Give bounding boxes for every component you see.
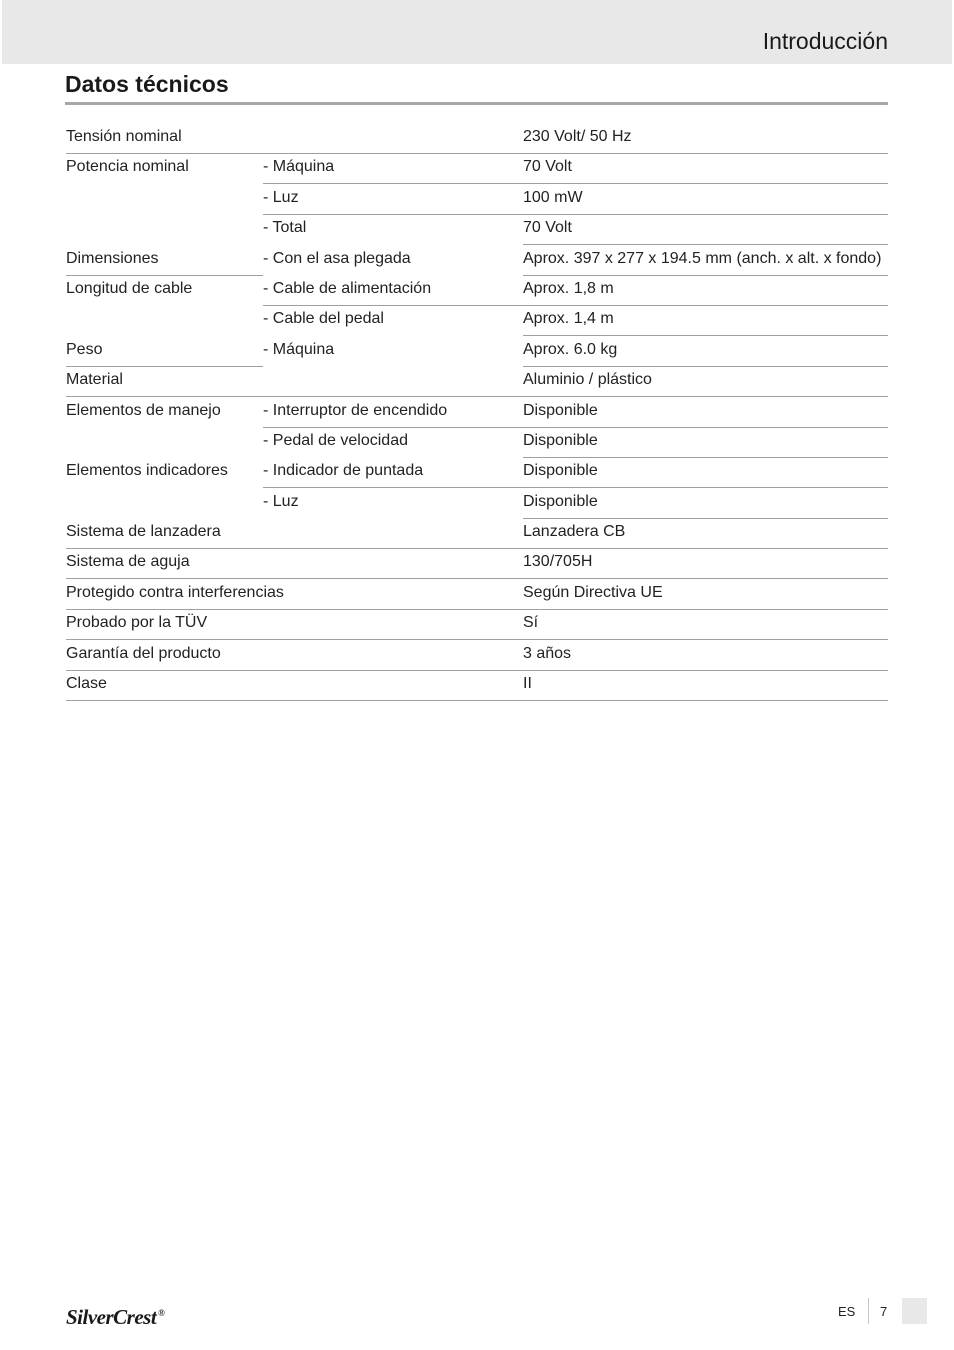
spec-value: 230 Volt/ 50 Hz (523, 128, 632, 145)
spec-row (66, 305, 888, 335)
spec-value: Aluminio / plástico (523, 371, 652, 389)
spec-value-cell (523, 432, 888, 458)
title-divider (65, 102, 888, 105)
spec-value-cell (523, 310, 888, 336)
spec-value-cell (523, 584, 888, 610)
spec-row (66, 457, 888, 487)
spec-sublabel-cell (263, 645, 523, 671)
spec-value-cell (523, 250, 888, 276)
spec-label-cell (66, 280, 263, 305)
spec-row (66, 275, 888, 305)
spec-label: Probado por la TÜV (66, 614, 208, 632)
spec-value-cell (523, 158, 888, 184)
spec-value: Disponible (523, 401, 598, 419)
spec-sublabel: - Pedal de velocidad (263, 431, 408, 449)
spec-sublabel-cell (263, 523, 523, 549)
spec-value: Aprox. 6.0 kg (523, 340, 618, 358)
spec-value-cell (523, 280, 888, 306)
spec-value: Aprox. 397 x 277 x 194.5 mm (anch. x alt. x fondo) (523, 249, 882, 267)
spec-label: Dimensiones (66, 249, 159, 267)
footer-language: ES (838, 1304, 856, 1319)
spec-label-cell (66, 432, 263, 457)
spec-sublabel: - Máquina (263, 340, 335, 358)
spec-sublabel-cell (263, 371, 523, 397)
spec-value: 3 años (523, 644, 572, 662)
spec-label: Tensión nominal (66, 128, 182, 145)
spec-sublabel: - Cable del pedal (263, 310, 384, 328)
spec-sublabel: - Cable de alimentación (263, 279, 432, 297)
spec-label-cell (66, 553, 263, 579)
spec-value-cell (523, 128, 888, 154)
spec-label: Clase (66, 675, 107, 693)
spec-sublabel-cell (263, 614, 523, 640)
spec-sublabel-cell (263, 250, 523, 275)
spec-value-cell (523, 675, 888, 701)
spec-value: Disponible (523, 431, 598, 449)
spec-sublabel: - Con el asa plegada (263, 249, 411, 267)
spec-sublabel-cell (263, 584, 523, 610)
spec-row (66, 579, 888, 609)
spec-value: Lanzadera CB (523, 523, 626, 541)
spec-label-cell (66, 310, 263, 335)
spec-value: 70 Volt (523, 158, 572, 176)
spec-sublabel-cell (263, 189, 523, 215)
spec-row (66, 518, 888, 548)
spec-label-cell (66, 158, 263, 183)
spec-label-cell (66, 645, 263, 671)
spec-sublabel-cell (263, 553, 523, 579)
spec-sublabel-cell (263, 402, 523, 428)
spec-sublabel-cell (263, 280, 523, 306)
spec-sublabel-cell (263, 219, 523, 244)
spec-value: Según Directiva UE (523, 583, 663, 601)
spec-label-cell (66, 675, 263, 701)
spec-value-cell (523, 614, 888, 640)
spec-value-cell (523, 402, 888, 428)
spec-value: Disponible (523, 492, 598, 510)
spec-row (66, 548, 888, 578)
page-number: 7 (880, 1304, 888, 1319)
spec-table (66, 123, 888, 700)
spec-label: Elementos indicadores (66, 462, 228, 480)
spec-sublabel: - Luz (263, 492, 299, 510)
spec-row (66, 123, 888, 153)
spec-sublabel-cell (263, 493, 523, 518)
spec-sublabel-cell (263, 158, 523, 184)
spec-row (66, 366, 888, 396)
spec-sublabel-cell (263, 675, 523, 701)
spec-value-cell (523, 341, 888, 367)
spec-sublabel: - Total (263, 219, 307, 237)
spec-row (66, 640, 888, 670)
spec-value-cell (523, 523, 888, 549)
spec-row (66, 245, 888, 275)
spec-label: Protegido contra interferencias (66, 583, 284, 601)
footer-separator (868, 1298, 869, 1324)
spec-value-cell (523, 371, 888, 397)
registered-mark: ® (158, 1308, 165, 1318)
section-title: Datos técnicos (65, 71, 229, 97)
spec-sublabel: - Máquina (263, 158, 335, 176)
spec-value: Disponible (523, 462, 598, 480)
spec-value: II (523, 675, 532, 693)
spec-label-cell (66, 614, 263, 640)
spec-row (66, 184, 888, 214)
spec-value: Aprox. 1,8 m (523, 279, 614, 297)
spec-row (66, 488, 888, 518)
spec-value: Aprox. 1,4 m (523, 310, 614, 328)
spec-value-cell (523, 219, 888, 245)
spec-sublabel: - Luz (263, 188, 299, 206)
spec-label-cell (66, 462, 263, 487)
spec-label-cell (66, 341, 263, 367)
spec-label: Material (66, 371, 123, 389)
spec-row (66, 214, 888, 244)
spec-value: 100 mW (523, 188, 583, 206)
spec-sublabel: - Interruptor de encendido (263, 401, 448, 419)
spec-label-cell (66, 219, 263, 244)
spec-label-cell (66, 523, 263, 549)
spec-row (66, 397, 888, 427)
spec-value-cell (523, 462, 888, 488)
spec-label-cell (66, 128, 263, 154)
footer-tab (902, 1298, 927, 1324)
spec-value: 130/705H (523, 553, 593, 571)
brand-name: SilverCrest (66, 1305, 157, 1329)
spec-value-cell (523, 645, 888, 671)
spec-row (66, 609, 888, 639)
spec-row (66, 336, 888, 366)
spec-sublabel-cell (263, 310, 523, 335)
spec-label: Elementos de manejo (66, 401, 221, 419)
brand-logo (66, 1305, 164, 1330)
spec-label-cell (66, 402, 263, 427)
spec-sublabel: - Indicador de puntada (263, 462, 424, 480)
spec-value: Sí (523, 614, 539, 632)
spec-row (66, 670, 888, 700)
spec-label: Sistema de aguja (66, 553, 190, 571)
spec-value-cell (523, 189, 888, 215)
spec-label-cell (66, 493, 263, 518)
spec-sublabel-cell (263, 462, 523, 488)
spec-label-cell (66, 371, 263, 397)
spec-label-cell (66, 250, 263, 276)
spec-label-cell (66, 583, 284, 610)
header-title: Introducción (762, 28, 888, 54)
spec-label: Garantía del producto (66, 644, 221, 662)
spec-sublabel-cell (263, 341, 523, 366)
spec-label: Potencia nominal (66, 158, 189, 176)
spec-sublabel-cell (263, 128, 523, 154)
spec-value-cell (523, 553, 888, 579)
spec-sublabel-cell (263, 432, 523, 457)
spec-value: 70 Volt (523, 219, 572, 237)
spec-label: Longitud de cable (66, 279, 193, 297)
spec-row (66, 153, 888, 183)
spec-value-cell (523, 493, 888, 519)
spec-row (66, 427, 888, 457)
spec-label: Peso (66, 340, 103, 358)
spec-label-cell (66, 189, 263, 214)
spec-label: Sistema de lanzadera (66, 523, 221, 541)
